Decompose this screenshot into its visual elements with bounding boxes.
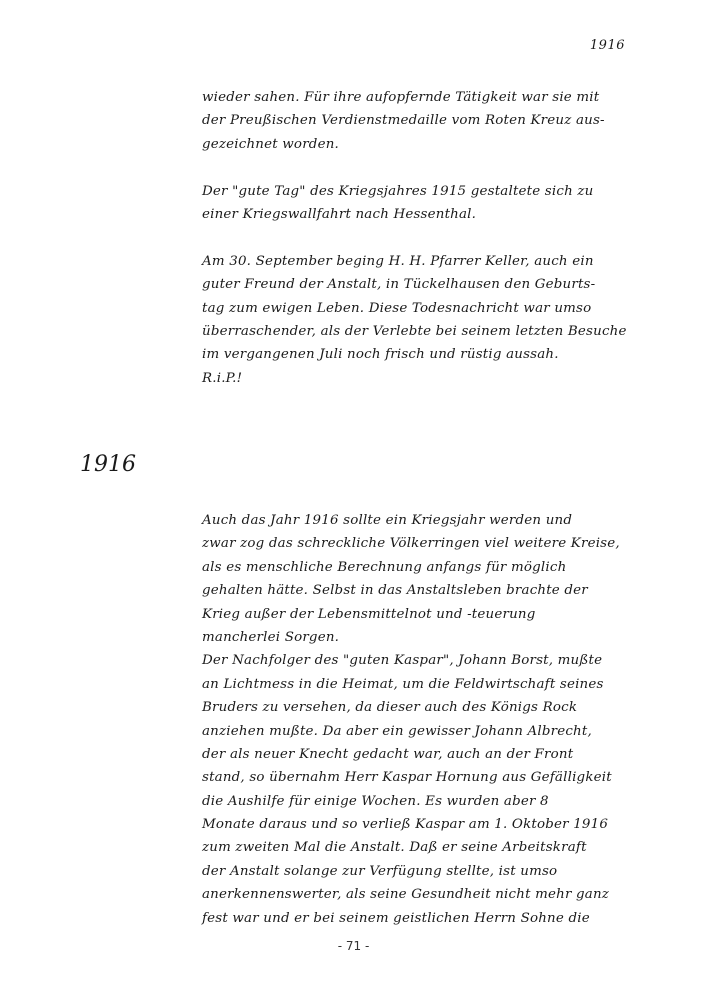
text-line: im vergangenen Juli noch frisch und rüstig aussah. — [202, 347, 559, 363]
text-line: an Lichtmess in die Heimat, um die Feldwirtschaft seines — [202, 676, 604, 692]
text-line: R.i.P.! — [202, 370, 243, 386]
text-line: anerkennenswerter, als seine Gesundheit nicht mehr ganz — [202, 887, 610, 903]
text-block-1916 — [202, 509, 627, 930]
text-line: Krieg außer der Lebensmittelnot und -teuerung — [202, 606, 536, 622]
text-line: die Aushilfe für einige Wochen. Es wurden aber 8 — [202, 793, 549, 809]
text-line: als es menschliche Berechnung anfangs für möglich — [202, 559, 567, 575]
section-heading-year: 1916 — [80, 452, 136, 477]
text-line: zwar zog das schreckliche Völkerringen viel weitere Kreise, — [202, 536, 620, 552]
text-line: gezeichnet worden. — [202, 136, 339, 152]
text-line: Bruders zu versehen, da dieser auch des Königs Rock — [202, 700, 578, 716]
text-line: der als neuer Knecht gedacht war, auch an der Front — [202, 746, 574, 762]
text-line: einer Kriegswallfahrt nach Hessenthal. — [202, 206, 477, 222]
text-line: guter Freund der Anstalt, in Tückelhausen den Geburts- — [202, 277, 596, 293]
paragraph-gap — [202, 226, 627, 249]
text-line: Monate daraus und so verließ Kaspar am 1. Oktober 1916 — [202, 817, 609, 833]
paragraph-gap — [202, 156, 627, 179]
text-line: Der "gute Tag" des Kriegsjahres 1915 gestaltete sich zu — [202, 183, 594, 199]
page-number: - 71 - — [337, 939, 370, 953]
text-line: wieder sahen. Für ihre aufopfernde Tätigkeit war sie mit — [202, 90, 600, 105]
text-line: überraschender, als der Verlebte bei seinem letzten Besuche — [202, 323, 627, 339]
text-line: Am 30. September beging H. H. Pfarrer Keller, auch ein — [202, 253, 594, 269]
text-line: anziehen mußte. Da aber ein gewisser Johann Albrecht, — [202, 723, 592, 739]
header-year: 1916 — [589, 38, 625, 53]
text-line: mancherlei Sorgen. — [202, 629, 340, 645]
text-line: stand, so übernahm Herr Kaspar Hornung aus Gefälligkeit — [202, 770, 612, 786]
text-line: der Anstalt solange zur Verfügung stellte, ist umso — [202, 863, 558, 879]
text-line: tag zum ewigen Leben. Diese Todesnachricht war umso — [202, 300, 592, 316]
text-line: Der Nachfolger des "guten Kaspar", Johann Borst, mußte — [202, 653, 603, 669]
text-line: gehalten hätte. Selbst in das Anstaltsleben brachte der — [202, 583, 588, 599]
text-line: der Preußischen Verdienstmedaille vom Roten Kreuz aus- — [202, 113, 605, 129]
text-line: fest war und er bei seinem geistlichen Herrn Sohne die — [202, 910, 590, 926]
text-line: zum zweiten Mal die Anstalt. Daß er seine Arbeitskraft — [202, 840, 587, 856]
text-line: Auch das Jahr 1916 sollte ein Kriegsjahr werden und — [202, 513, 573, 528]
text-block-1915 — [202, 86, 627, 390]
